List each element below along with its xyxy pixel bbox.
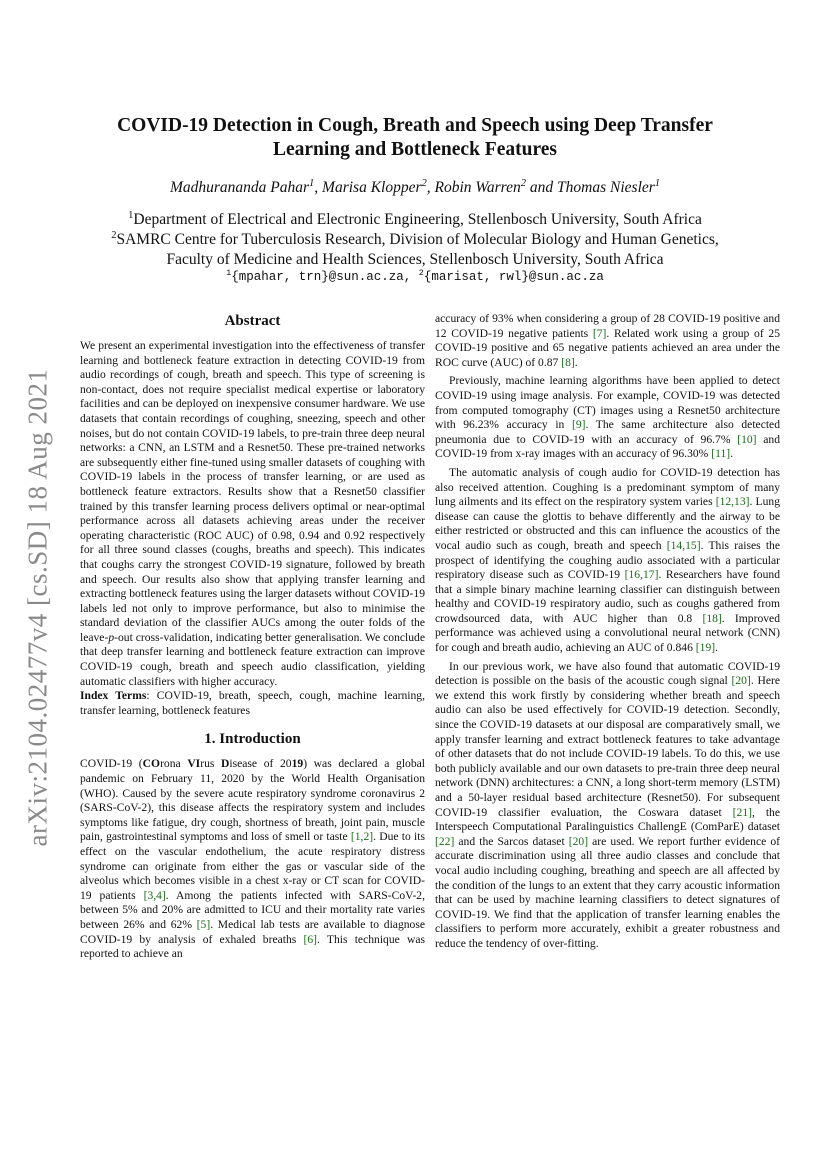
author-emails: $^1${mpahar, trn}@sun.ac.za, $^2${marisat, rwl}@sun.ac.za bbox=[226, 267, 604, 284]
affiliations bbox=[60, 210, 770, 270]
author-2: , Marisa Klopper bbox=[314, 179, 422, 196]
email-group-2: {marisat, rwl}@sun.ac.za bbox=[423, 270, 604, 284]
citation-link[interactable]: [20] bbox=[568, 834, 589, 848]
intro-paragraph-1-continued: accuracy of 93% when considering a group of 28 COVID-19 positive and 12 COVID-19 negative patients [7]. Related work using a group of 25 COVID-19 positive and 65 negative patients achieved an area under the ROC curve (AUC) of 0.87 [8]. bbox=[435, 312, 781, 369]
left-column bbox=[80, 312, 425, 962]
paper-title: COVID-19 Detection in Cough, Breath and Speech using Deep Transfer Learning and Bottleneck Features bbox=[117, 115, 713, 160]
intro-paragraph-4: In our previous work, we have also found that automatic COVID-19 detection is possible on the basis of the acoustic cough signal [20]. Here we extend this work firstly by considering whether breath and speech audio can also be used effectively for COVID-19 detection. Secondly, since the COVID-19 datasets at our disposal are comparatively small, we apply transfer learning and extract bottleneck features to take advantage of other datasets that do not include COVID-19 labels. To do this, we use both publicly available and our own datasets to pre-train three deep neural network (DNN) architectures: a CNN, a long short-term memory (LSTM) and a 50-layer residual based architecture (Resnet50). For subsequent COVID-19 classifier evaluation, the Coswara dataset [21], the Interspeech Computational Paralinguistics ChallengE (ComParE) dataset [22] and the Sarcos dataset [20] are used. We report further evidence of accurate discrimination using all three audio classes and conclude that vocal audio including coughing, breathing and speech are all affected by the condition of the lungs to an extent that they carry acoustic information that can be used by machine learning classifiers to detect signatures of COVID-19. We find that the application of transfer learning enables the classifiers to perform more accurately, exhibit a greater robustness and reduce the tendency of over-fitting. bbox=[435, 659, 781, 950]
author-3: , Robin Warren bbox=[426, 179, 521, 196]
citation-link[interactable]: [22] bbox=[435, 834, 455, 848]
citation-link[interactable]: [21] bbox=[732, 805, 752, 819]
intro-paragraph-2: Previously, machine learning algorithms have been applied to detect COVID-19 using image analysis. For example, COVID-19 was detected from computed tomography (CT) images using a Resnet50 architecture with 96.23% accuracy in [9]. The same architecture also detected pneumonia due to COVID-19 with an accuracy of 96.7% [10] and COVID-19 from x-ray images with an accuracy of 96.30% [11]. bbox=[435, 374, 781, 461]
intro-paragraph-1: COVID-19 (COrona VIrus Disease of 2019) was declared a global pandemic on February 11, 2020 by the World Health Organisation (WHO). Caused by the severe acute respiratory syndrome coronavirus 2 (SARS-CoV-2), this disease affects the respiratory system and includes symptoms like fatigue, dry cough, shortness of breath, joint pain, muscle pain, gastrointestinal symptoms and loss of smell or taste [1,2]. Due to its effect on the vascular endothelium, the acute respiratory distress syndrome can originate from either the gas or vascular side of the alveolus which becomes visible in a chest x-ray or CT scan for COVID-19 patients [3,4]. Among the patients infected with SARS-CoV-2, between 5% and 20% are admitted to ICU and their mortality rate varies between 26% and 62% [5]. Medical lab tests are available to diagnose COVID-19 by analysis of exhaled breaths [6]. This technique was reported to achieve an bbox=[80, 757, 426, 961]
arxiv-identifier-text: arXiv:2104.02477v4 [cs.SD] 18 Aug 2021 bbox=[22, 368, 53, 846]
citation-link[interactable]: [12,13] bbox=[715, 495, 750, 509]
author-4-affil: 1 bbox=[654, 177, 661, 189]
affiliation-1: $^1$Department of Electrical and Electronic Engineering, Stellenbosch University, South Africa bbox=[128, 209, 702, 228]
author-4: and Thomas Niesler bbox=[526, 179, 655, 196]
affiliation-2: $^2$SAMRC Centre for Tuberculosis Research, Division of Molecular Biology and Human Genetics, bbox=[111, 229, 719, 248]
email-group-1: {mpahar, trn}@sun.ac.za, bbox=[231, 270, 419, 284]
intro-paragraph-3: The automatic analysis of cough audio for COVID-19 detection has also received attention. Coughing is a predominant symptom of many lung ailments and its effect on the respiratory system varies [12,13]. Lung disease can cause the glottis to behave differently and the airway to be either restricted or obstructed and this can influence the acoustics of the vocal audio such as cough, breath and speech [14,15]. This raises the prospect of identifying the coughing audio associated with a particular respiratory disease such as COVID-19 [16,17]. Researchers have found that a simple binary machine learning classifier can distinguish between healthy and COVID-19 respiratory audio, such as coughs gathered from crowdsourced data, with AUC higher than 0.8 [18]. Improved performance was achieved using a convolutional neural network (CNN) for cough and breath audio, achieving an AUC of 0.846 [19]. bbox=[435, 465, 780, 655]
abstract-text: We present an experimental investigation into the effectiveness of transfer learning and bottleneck feature extraction in detecting COVID-19 from audio recordings of cough, breath and speech. This type of screening is non-contact, does not require specialist medical expertise or laboratory facilities and can be deployed on inexpensive consumer hardware. We use datasets that contain recordings of coughing, sneezing, speech and other noises, but do not contain COVID-19 labels, to pre-train three deep neural networks: a CNN, an LSTM and a Resnet50. These pre-trained networks are subsequently either fine-tuned using smaller datasets of coughing with COVID-19 labels in the process of transfer learning, or are used as bottleneck feature extractors. Results show that a Resnet50 classifier trained by this transfer learning process delivers optimal or near-optimal performance across all datasets achieving areas under the receiver operating characteristic (ROC AUC) of 0.98, 0.94 and 0.92 respectively for all three sound classes (coughs, breaths and speech). This indicates that coughs carry the strongest COVID-19 signature, followed by breath and speech. Our results also show that applying transfer learning and extracting bottleneck features using the larger datasets without COVID-19 labels led not only to improve performance, but also to minimise the standard deviation of the classifier AUCs among the outer folds of the leave-p-out cross-validation, indicating better generalisation. We conclude that deep transfer learning and bottleneck feature extraction can improve COVID-19 cough, breath and speech audio classification, yielding automatic classifiers with higher accuracy. bbox=[80, 339, 425, 688]
citation-link[interactable]: [20] bbox=[731, 674, 751, 688]
right-column bbox=[435, 312, 780, 952]
citation-link[interactable]: [18] bbox=[702, 611, 722, 625]
citation-link[interactable]: [14,15] bbox=[666, 538, 701, 552]
citation-link[interactable]: [6] bbox=[303, 932, 318, 946]
author-3-affil: 2 bbox=[520, 177, 527, 189]
author-1: Madhurananda Pahar bbox=[169, 179, 310, 196]
citation-link[interactable]: [10] bbox=[737, 432, 757, 446]
abstract-heading: Abstract bbox=[224, 313, 281, 329]
citation-link[interactable]: [11] bbox=[711, 447, 731, 461]
citation-link[interactable]: [3,4] bbox=[143, 888, 166, 902]
introduction-heading: 1. Introduction bbox=[204, 731, 301, 748]
author-list bbox=[90, 179, 740, 197]
citation-link[interactable]: [5] bbox=[196, 917, 211, 931]
citation-link[interactable]: [19] bbox=[695, 641, 716, 655]
citation-link[interactable]: [9] bbox=[571, 418, 586, 432]
author-1-affil: 1 bbox=[309, 177, 315, 189]
arxiv-identifier bbox=[24, 362, 52, 852]
citation-link[interactable]: [8] bbox=[561, 355, 575, 369]
citation-link[interactable]: [7] bbox=[592, 326, 607, 340]
citation-link[interactable]: [16,17] bbox=[624, 568, 659, 582]
index-terms: Index Terms: COVID-19, breath, speech, cough, machine learning, transfer learning, bottleneck features bbox=[80, 689, 426, 717]
affiliation-2-cont: Faculty of Medicine and Health Sciences, Stellenbosch University, South Africa bbox=[166, 251, 664, 268]
citation-link[interactable]: [1,2] bbox=[350, 830, 374, 844]
author-2-affil: 2 bbox=[421, 177, 427, 189]
